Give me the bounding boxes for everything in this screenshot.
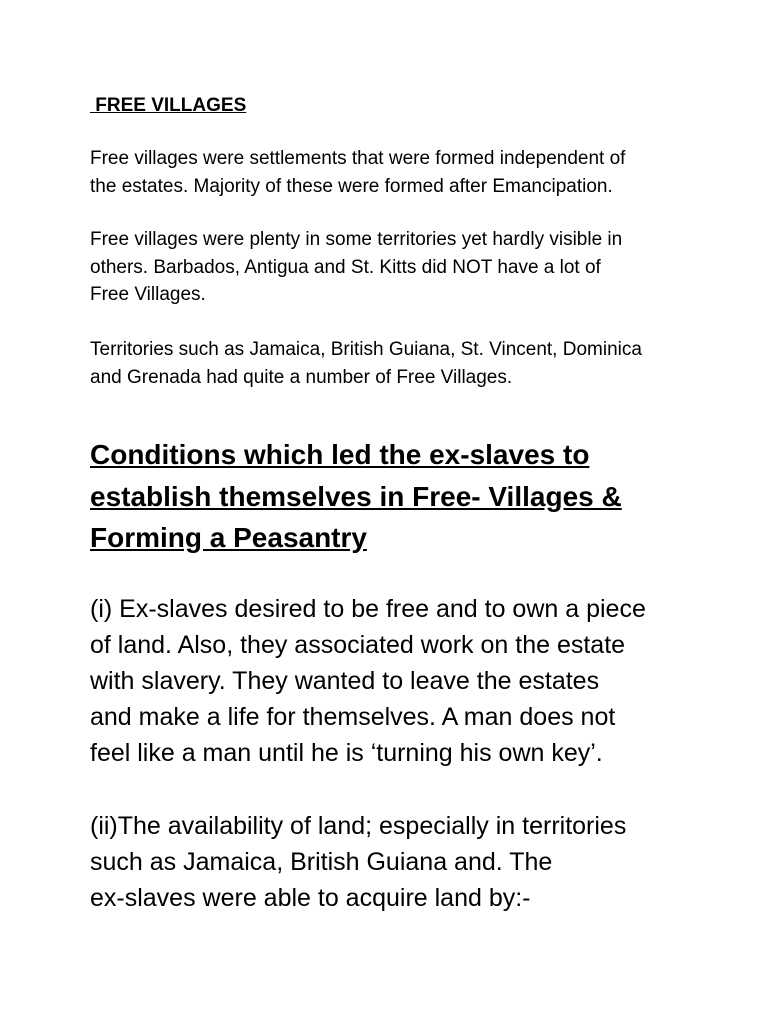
text-line: with slavery. They wanted to leave the estates bbox=[90, 667, 600, 695]
text-line: of land. Also, they associated work on the estate bbox=[90, 631, 626, 659]
condition-item-1 bbox=[90, 591, 730, 771]
text-line: (i) Ex-slaves desired to be free and to own a piece bbox=[90, 595, 646, 623]
text-line: the estates. Majority of these were formed after Emancipation. bbox=[90, 175, 613, 197]
text-line: others. Barbados, Antigua and St. Kitts did NOT have a lot of bbox=[90, 256, 601, 278]
text-line: such as Jamaica, British Guiana and. The bbox=[90, 848, 553, 876]
text-line: Free villages were plenty in some territories yet hardly visible in bbox=[90, 229, 623, 250]
text-line: feel like a man until he is ‘turning his own key’. bbox=[90, 739, 603, 767]
text-line: and Grenada had quite a number of Free Villages. bbox=[90, 366, 513, 388]
text-line: Territories such as Jamaica, British Guiana, St. Vincent, Dominica bbox=[90, 339, 642, 360]
text-line: (ii)The availability of land; especially in territories bbox=[90, 812, 627, 840]
heading-line: Conditions which led the ex-slaves to bbox=[90, 439, 590, 470]
text-line: Free villages were settlements that were formed independent of bbox=[90, 148, 626, 169]
intro-paragraph-2 bbox=[90, 226, 710, 309]
section-heading bbox=[90, 434, 730, 559]
heading-line: Forming a Peasantry bbox=[90, 522, 367, 553]
condition-item-2 bbox=[90, 808, 730, 916]
intro-paragraph-1 bbox=[90, 145, 710, 200]
heading-line: establish themselves in Free- Villages & bbox=[90, 480, 622, 512]
text-line: ex-slaves were able to acquire land by:- bbox=[90, 884, 531, 912]
page-title: FREE VILLAGES bbox=[90, 95, 247, 116]
intro-paragraph-3 bbox=[90, 336, 710, 391]
text-line: Free Villages. bbox=[90, 284, 206, 305]
text-line: and make a life for themselves. A man does not bbox=[90, 703, 616, 731]
